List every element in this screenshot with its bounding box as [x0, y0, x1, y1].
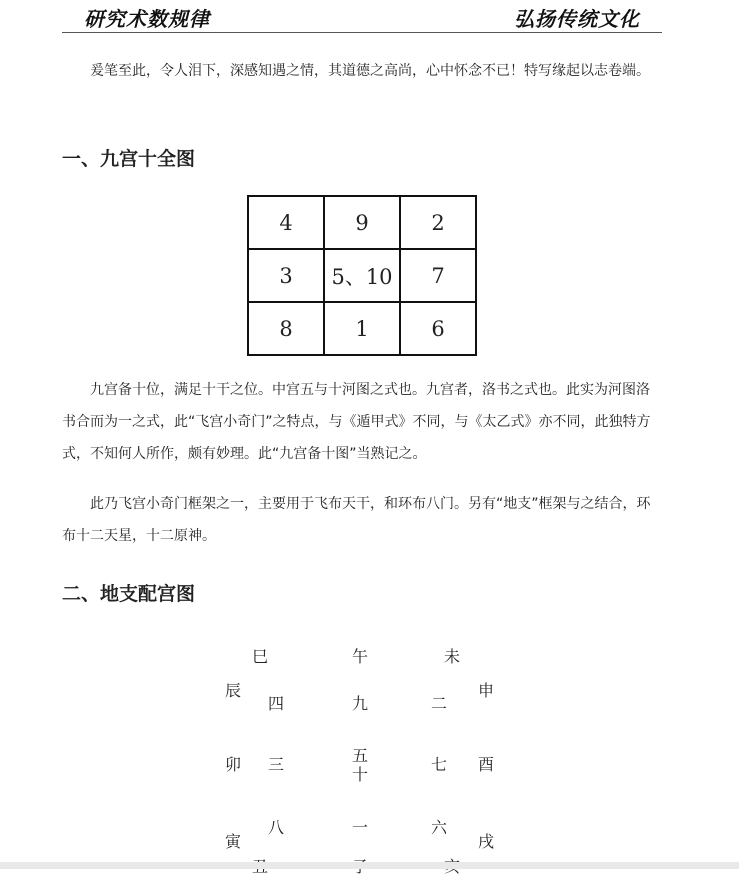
header-left-title: 研究术数规律 — [84, 7, 210, 31]
grid-row — [248, 196, 476, 249]
branch-mao: 卯 — [225, 755, 242, 774]
grid-cell: 5、10 — [324, 249, 400, 302]
palace-numeral-six: 六 — [431, 818, 448, 837]
palace-numeral-five: 五 — [352, 746, 369, 765]
palace-numeral-nine: 九 — [352, 694, 369, 713]
branch-wu: 午 — [352, 647, 369, 666]
grid-cell: 9 — [324, 196, 400, 249]
grid-cell: 7 — [400, 249, 476, 302]
grid-cell: 1 — [324, 302, 400, 355]
palace-numeral-one: 一 — [352, 818, 369, 837]
branch-yin: 寅 — [225, 832, 242, 851]
grid-row — [248, 302, 476, 355]
section1-paragraph-2: 此乃飞宫小奇门框架之一，主要用于飞布天干，和环布八门。另有“地支”框架与之结合，环布十二天星，十二原神。 — [62, 496, 651, 544]
header-divider — [62, 32, 662, 33]
branch-chen: 辰 — [225, 681, 242, 700]
branch-si: 巳 — [252, 647, 269, 666]
palace-numeral-three: 三 — [268, 755, 285, 774]
branch-shen: 申 — [478, 681, 495, 700]
branch-xu: 戌 — [478, 832, 495, 851]
grid-cell: 6 — [400, 302, 476, 355]
grid-row — [248, 249, 476, 302]
section2-heading: 二、地支配宫图 — [62, 583, 196, 605]
grid-cell: 4 — [248, 196, 324, 249]
section1-heading: 一、九宫十全图 — [62, 148, 196, 170]
section1-paragraph-1: 九宫备十位，满足十干之位。中宫五与十河图之式也。九宫者，洛书之式也。此实为河图洛书合而为一之式，此“飞宫小奇门”之特点，与《遁甲式》不同，与《太乙式》亦不同，此独特方式，不知何人所作，颇有妙理。此“九宫备十图”当熟记之。 — [62, 382, 651, 462]
intro-paragraph: 爰笔至此，令人泪下，深感知遇之情，其道德之高尚，心中怀念不已！特写缘起以志卷端。 — [90, 63, 650, 79]
palace-numeral-eight: 八 — [268, 818, 285, 837]
nine-palace-grid — [247, 195, 477, 356]
page-bottom-edge — [0, 862, 739, 869]
palace-numeral-ten: 十 — [352, 765, 369, 784]
branch-you: 酉 — [478, 755, 495, 774]
grid-cell: 2 — [400, 196, 476, 249]
palace-numeral-four: 四 — [268, 694, 285, 713]
grid-cell: 8 — [248, 302, 324, 355]
branch-wei: 未 — [444, 647, 461, 666]
palace-numeral-seven: 七 — [431, 755, 448, 774]
header-right-title: 弘扬传统文化 — [514, 7, 640, 31]
grid-cell: 3 — [248, 249, 324, 302]
palace-numeral-two: 二 — [431, 694, 448, 713]
